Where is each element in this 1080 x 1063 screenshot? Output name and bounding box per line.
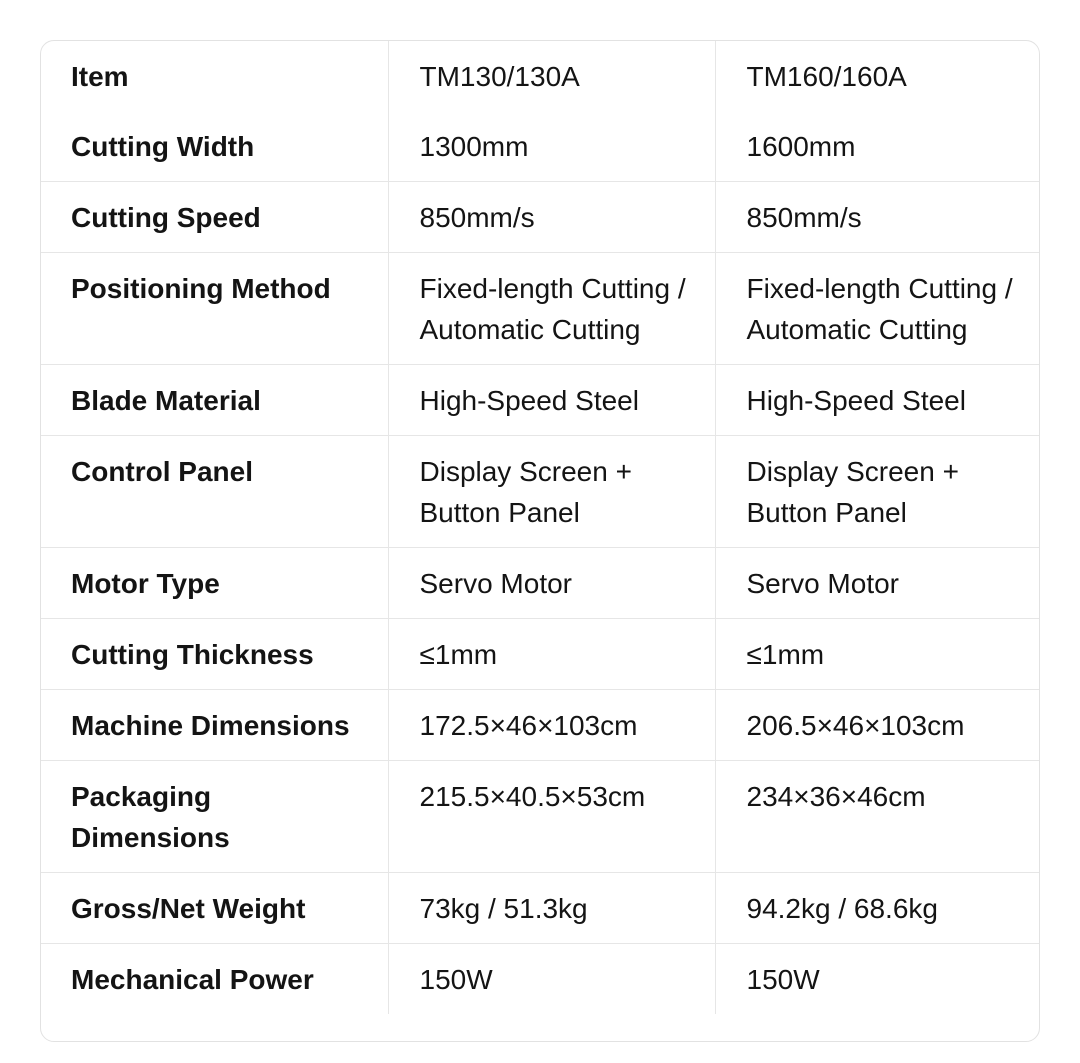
row-value-tm160: ≤1mm xyxy=(715,619,1039,690)
header-model-tm130: TM130/130A xyxy=(388,41,715,111)
row-value-tm130: 1300mm xyxy=(388,111,715,182)
table-row xyxy=(41,365,1039,436)
row-value-tm160: 206.5×46×103cm xyxy=(715,690,1039,761)
row-label: Machine Dimensions xyxy=(41,690,388,761)
table-row xyxy=(41,182,1039,253)
table-header xyxy=(41,41,1039,111)
row-value-tm160: Fixed-length Cutting / Automatic Cutting xyxy=(715,253,1039,365)
row-label: Positioning Method xyxy=(41,253,388,365)
row-value-tm130: Servo Motor xyxy=(388,548,715,619)
row-value-tm130: ≤1mm xyxy=(388,619,715,690)
row-value-tm160: 94.2kg / 68.6kg xyxy=(715,873,1039,944)
row-label: Cutting Width xyxy=(41,111,388,182)
header-model-tm160: TM160/160A xyxy=(746,61,907,92)
row-value-tm130: 150W xyxy=(388,944,715,1015)
table-row xyxy=(41,253,1039,365)
table-row xyxy=(41,873,1039,944)
row-value-tm130: 215.5×40.5×53cm xyxy=(388,761,715,873)
table-row xyxy=(41,111,1039,182)
row-label: Control Panel xyxy=(41,436,388,548)
row-value-tm160: Servo Motor xyxy=(715,548,1039,619)
row-value-tm160: 850mm/s xyxy=(715,182,1039,253)
row-value-tm160: Display Screen + Button Panel xyxy=(715,436,1039,548)
row-value-tm130: 73kg / 51.3kg xyxy=(388,873,715,944)
row-value-tm130: High-Speed Steel xyxy=(388,365,715,436)
row-value-tm160: 150W xyxy=(746,964,820,995)
spec-table xyxy=(41,41,1039,1014)
table-row xyxy=(41,690,1039,761)
row-value-tm130: 172.5×46×103cm xyxy=(388,690,715,761)
row-label: Packaging Dimensions xyxy=(41,761,388,873)
table-header-row xyxy=(41,41,1039,111)
row-label: Blade Material xyxy=(41,365,388,436)
table-row xyxy=(41,944,1039,1015)
row-label: Cutting Speed xyxy=(41,182,388,253)
row-label: Gross/Net Weight xyxy=(41,873,388,944)
row-value-tm130: Display Screen + Button Panel xyxy=(388,436,715,548)
table-row xyxy=(41,619,1039,690)
header-item: Item xyxy=(41,41,388,111)
table-row xyxy=(41,436,1039,548)
row-value-tm130: 850mm/s xyxy=(388,182,715,253)
row-value-tm160: High-Speed Steel xyxy=(715,365,1039,436)
row-label: Cutting Thickness xyxy=(41,619,388,690)
table-body xyxy=(41,111,1039,1014)
row-value-tm160: 234×36×46cm xyxy=(715,761,1039,873)
row-label: Mechanical Power xyxy=(41,944,388,1015)
row-label: Motor Type xyxy=(41,548,388,619)
table-row xyxy=(41,761,1039,873)
row-value-tm130: Fixed-length Cutting / Automatic Cutting xyxy=(388,253,715,365)
row-value-tm160: 1600mm xyxy=(715,111,1039,182)
table-row xyxy=(41,548,1039,619)
spec-table-card xyxy=(40,40,1040,1042)
